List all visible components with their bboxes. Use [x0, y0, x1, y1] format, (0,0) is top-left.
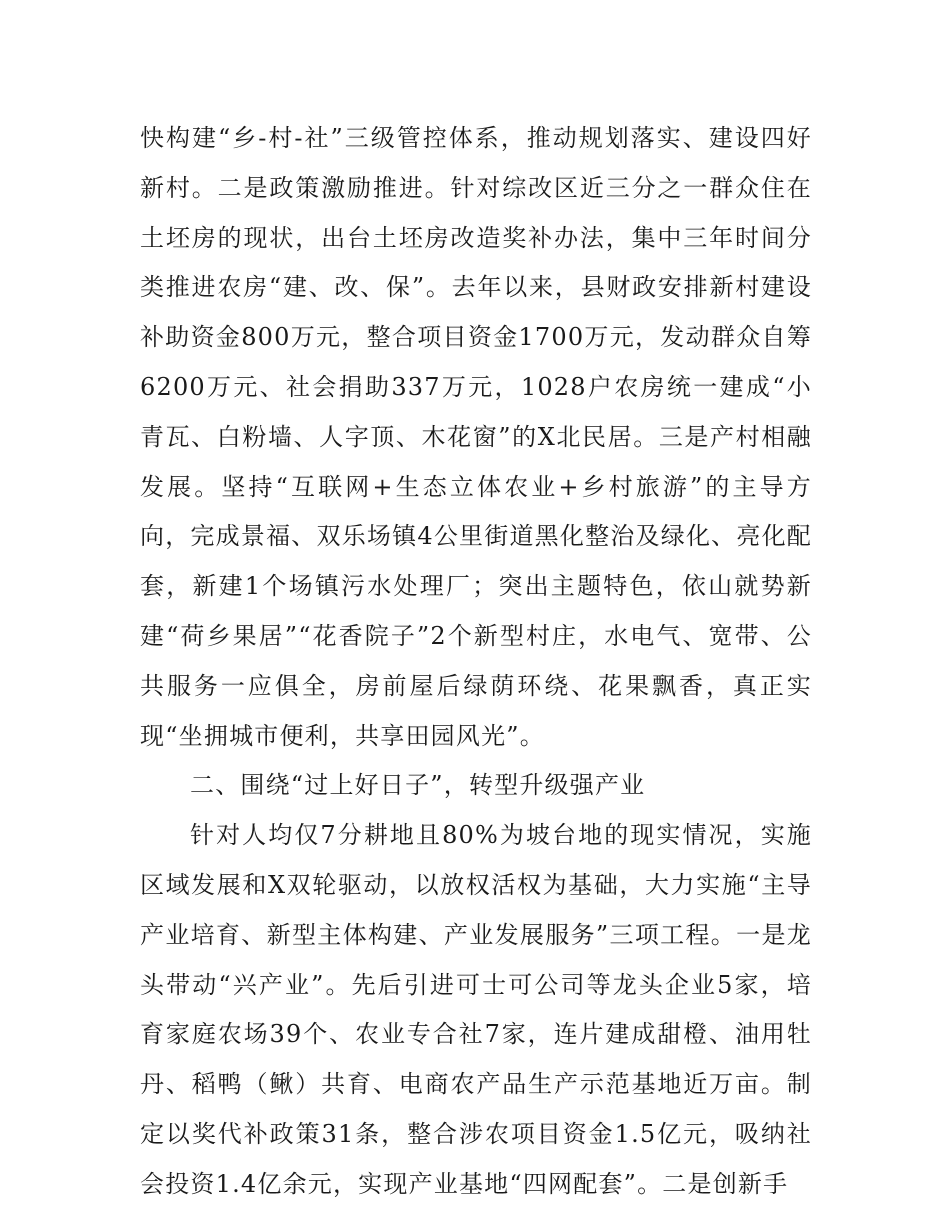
section-heading: 二、围绕“过上好日子”，转型升级强产业	[190, 771, 646, 800]
paragraph-continued: 快构建“乡-村-社”三级管控体系，推动规划落实、建设四好新村。二是政策激励推进。针对综改区近三分之一群众住在土坯房的现状，出台土坯房改造奖补办法，集中三年时间分类推进农房“建、改、保”。去年以来，县财政安排新村建设补助资金800万元，整合项目资金1700万元，发动群众自筹6200万元、社会捐助337万元，1028户农房统一建成“小青瓦、白粉墙、人字顶、木花窗”的X北民居。三是产村相融发展。坚持“互联网+生态立体农业+乡村旅游”的主导方向，完成景福、双乐场镇4公里街道黑化整治及绿化、亮化配套，新建1个场镇污水处理厂；突出主题特色，依山就势新建“荷乡果居”“花香院子”2个新型村庄，水电气、宽带、公共服务一应俱全，房前屋后绿荫环绕、花果飘香，真正实现“坐拥城市便利，共享田园风光”。	[140, 124, 812, 750]
document-body	[140, 114, 812, 1210]
paragraph: 针对人均仅7分耕地且80%为坡台地的现实情况，实施区域发展和X双轮驱动，以放权活权为基础，大力实施“主导产业培育、新型主体构建、产业发展服务”三项工程。一是龙头带动“兴产业”。先后引进可士可公司等龙头企业5家，培育家庭农场39个、农业专合社7家，连片建成甜橙、油用牡丹、稻鸭（鳅）共育、电商农产品生产示范基地近万亩。制定以奖代补政策31条，整合涉农项目资金1.5亿元，吸纳社会投资1.4亿余元，实现产业基地“四网配套”。二是创新手	[140, 821, 812, 1198]
